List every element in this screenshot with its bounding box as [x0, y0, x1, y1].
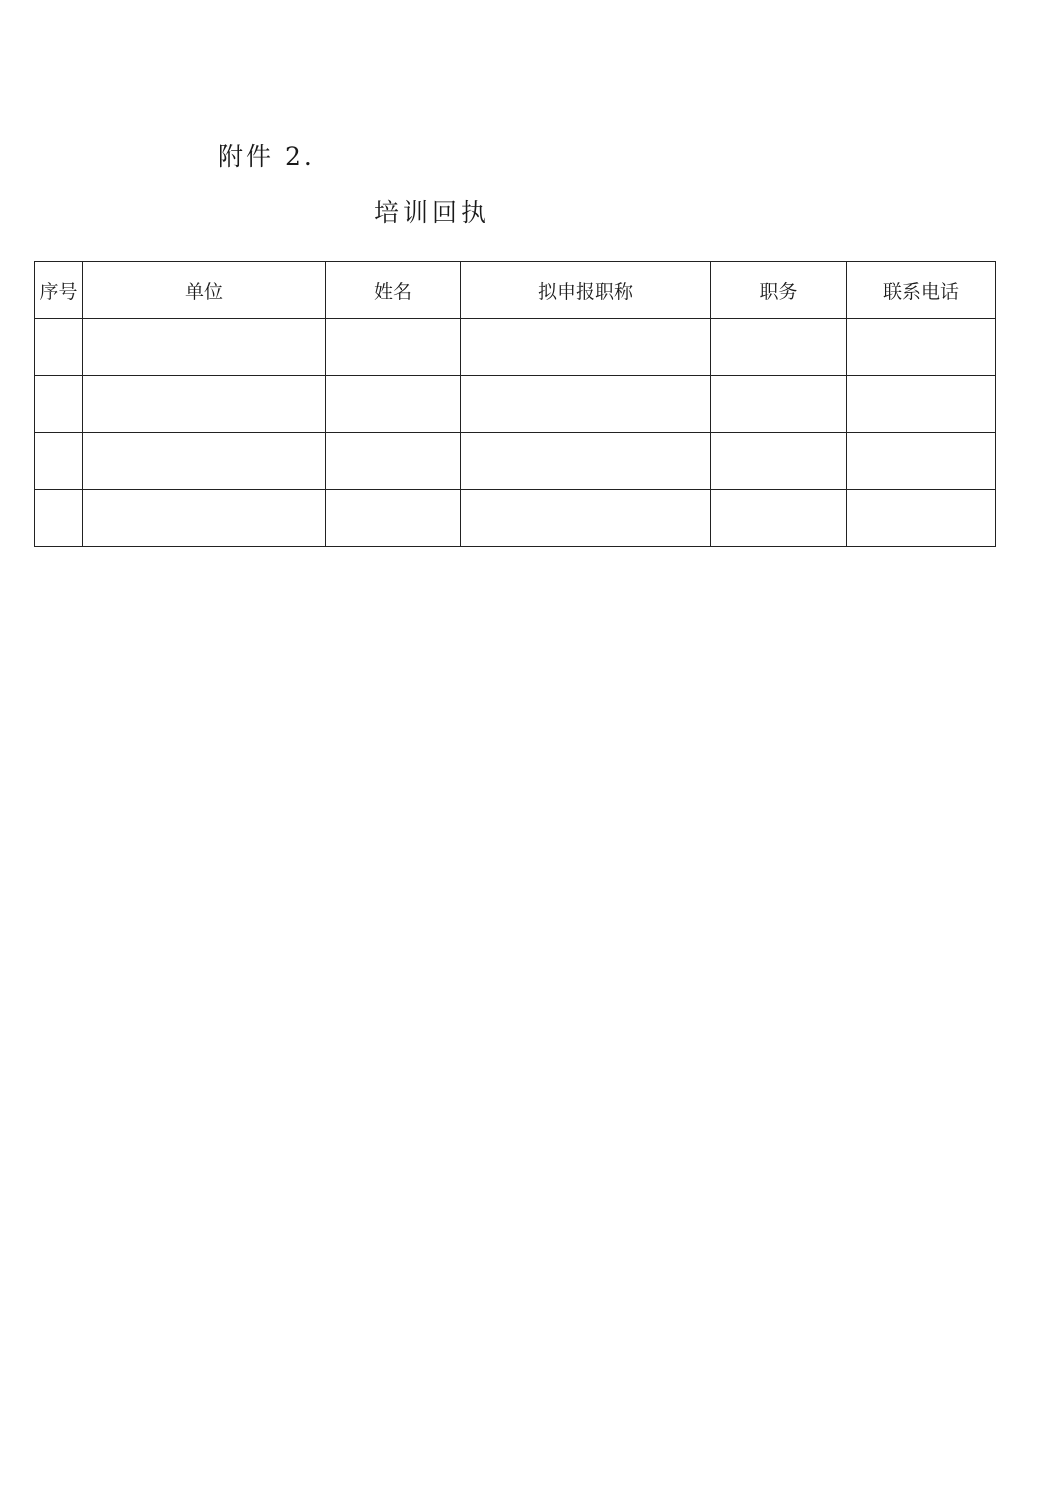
cell-name[interactable]	[326, 376, 461, 433]
column-header-phone: 联系电话	[847, 262, 996, 319]
cell-phone[interactable]	[847, 319, 996, 376]
column-header-unit: 单位	[83, 262, 326, 319]
table-row	[35, 433, 996, 490]
cell-position[interactable]	[711, 490, 847, 547]
cell-unit[interactable]	[83, 319, 326, 376]
table-row	[35, 376, 996, 433]
cell-index[interactable]	[35, 319, 83, 376]
cell-index[interactable]	[35, 490, 83, 547]
cell-phone[interactable]	[847, 490, 996, 547]
column-header-position: 职务	[711, 262, 847, 319]
cell-name[interactable]	[326, 319, 461, 376]
cell-unit[interactable]	[83, 433, 326, 490]
cell-unit[interactable]	[83, 376, 326, 433]
cell-phone[interactable]	[847, 376, 996, 433]
cell-position[interactable]	[711, 433, 847, 490]
cell-title[interactable]	[461, 319, 711, 376]
cell-name[interactable]	[326, 490, 461, 547]
cell-position[interactable]	[711, 319, 847, 376]
column-header-name: 姓名	[326, 262, 461, 319]
table-row	[35, 490, 996, 547]
cell-title[interactable]	[461, 490, 711, 547]
cell-title[interactable]	[461, 376, 711, 433]
cell-position[interactable]	[711, 376, 847, 433]
cell-index[interactable]	[35, 433, 83, 490]
table-header-row	[35, 262, 996, 319]
receipt-table	[34, 261, 996, 547]
column-header-title: 拟申报职称	[461, 262, 711, 319]
column-header-index: 序号	[35, 262, 83, 319]
cell-unit[interactable]	[83, 490, 326, 547]
page-title: 培训回执	[374, 198, 491, 227]
cell-index[interactable]	[35, 376, 83, 433]
table-row	[35, 319, 996, 376]
cell-name[interactable]	[326, 433, 461, 490]
attachment-label: 附件 2.	[218, 142, 315, 171]
cell-phone[interactable]	[847, 433, 996, 490]
cell-title[interactable]	[461, 433, 711, 490]
